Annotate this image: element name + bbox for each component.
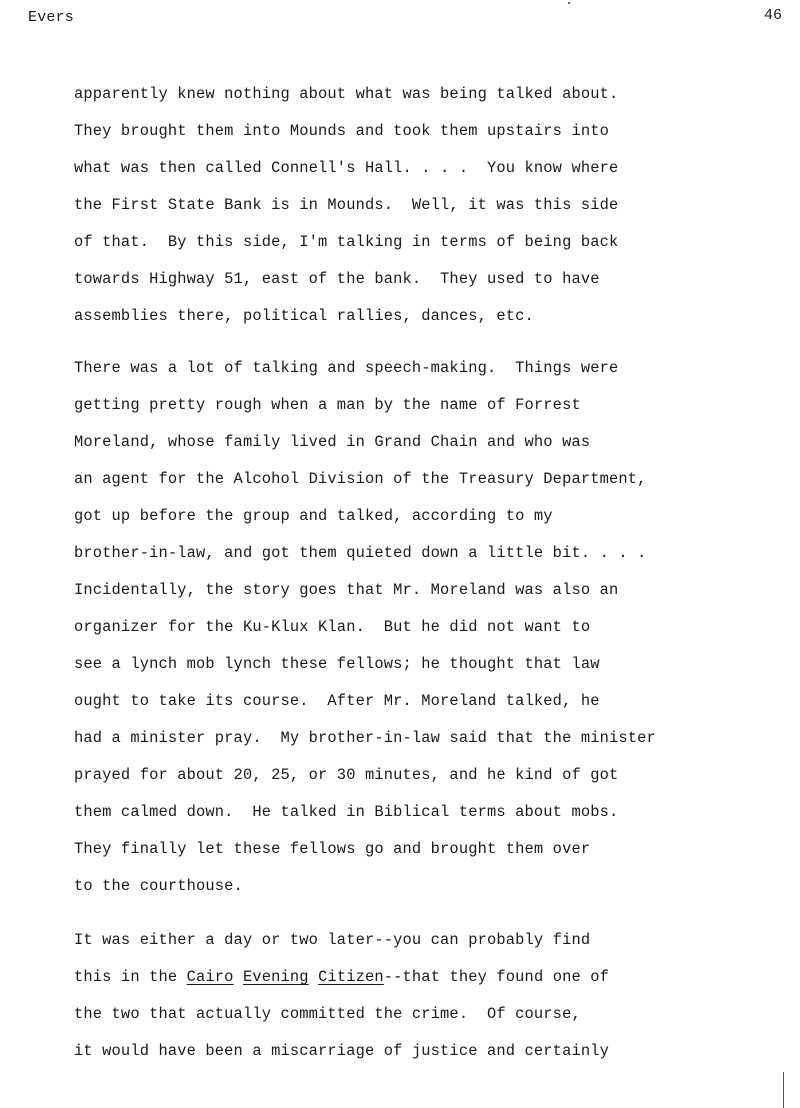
- text-line: ought to take its course. After Mr. Moreland talked, he: [74, 692, 600, 710]
- text-line: had a minister pray. My brother-in-law said that the minister: [74, 729, 656, 747]
- text-line: prayed for about 20, 25, or 30 minutes, and he kind of got: [74, 766, 619, 784]
- text-line: see a lynch mob lynch these fellows; he thought that law: [74, 655, 600, 673]
- text-line: Incidentally, the story goes that Mr. Moreland was also an: [74, 581, 619, 599]
- header-name: Evers: [28, 9, 75, 26]
- text-line: got up before the group and talked, according to my: [74, 507, 553, 525]
- text-line: of that. By this side, I'm talking in terms of being back: [74, 233, 619, 251]
- text-line: getting pretty rough when a man by the name of Forrest: [74, 396, 581, 414]
- text-line: the two that actually committed the crime. Of course,: [74, 1005, 581, 1023]
- scan-speck: [568, 2, 570, 4]
- text-line: them calmed down. He talked in Biblical terms about mobs.: [74, 803, 619, 821]
- paragraph-1: [74, 76, 618, 335]
- paragraph-2: [74, 350, 656, 905]
- scan-edge-mark: [783, 1072, 784, 1108]
- text-line: There was a lot of talking and speech-making. Things were: [74, 359, 619, 377]
- text-line-with-title: [74, 959, 609, 996]
- text-line: organizer for the Ku-Klux Klan. But he did not want to: [74, 618, 591, 636]
- text-line: apparently knew nothing about what was being talked about.: [74, 85, 619, 103]
- text-line: brother-in-law, and got them quieted down a little bit. . . .: [74, 544, 647, 562]
- text-line: assemblies there, political rallies, dances, etc.: [74, 307, 534, 325]
- line-suffix: --that they found one of: [383, 968, 610, 986]
- text-line: They brought them into Mounds and took them upstairs into: [74, 122, 609, 140]
- text-line: the First State Bank is in Mounds. Well, it was this side: [74, 196, 619, 214]
- paragraph-3: [74, 922, 609, 1070]
- page-number: 46: [763, 7, 782, 24]
- text-line: an agent for the Alcohol Division of the Treasury Department,: [74, 470, 647, 488]
- text-line: it would have been a miscarriage of justice and certainly: [74, 1042, 609, 1060]
- newspaper-title-word: Citizen: [318, 968, 384, 986]
- text-line: what was then called Connell's Hall. . . . You know where: [74, 159, 619, 177]
- text-line: to the courthouse.: [74, 877, 243, 895]
- newspaper-title-word: Evening: [242, 968, 309, 986]
- text-line: Moreland, whose family lived in Grand Chain and who was: [74, 433, 591, 451]
- line-prefix: this in the: [74, 968, 187, 986]
- text-line: They finally let these fellows go and brought them over: [74, 840, 591, 858]
- text-line: It was either a day or two later--you can probably find: [74, 931, 591, 949]
- text-line: towards Highway 51, east of the bank. They used to have: [74, 270, 600, 288]
- newspaper-title-word: Cairo: [186, 968, 234, 986]
